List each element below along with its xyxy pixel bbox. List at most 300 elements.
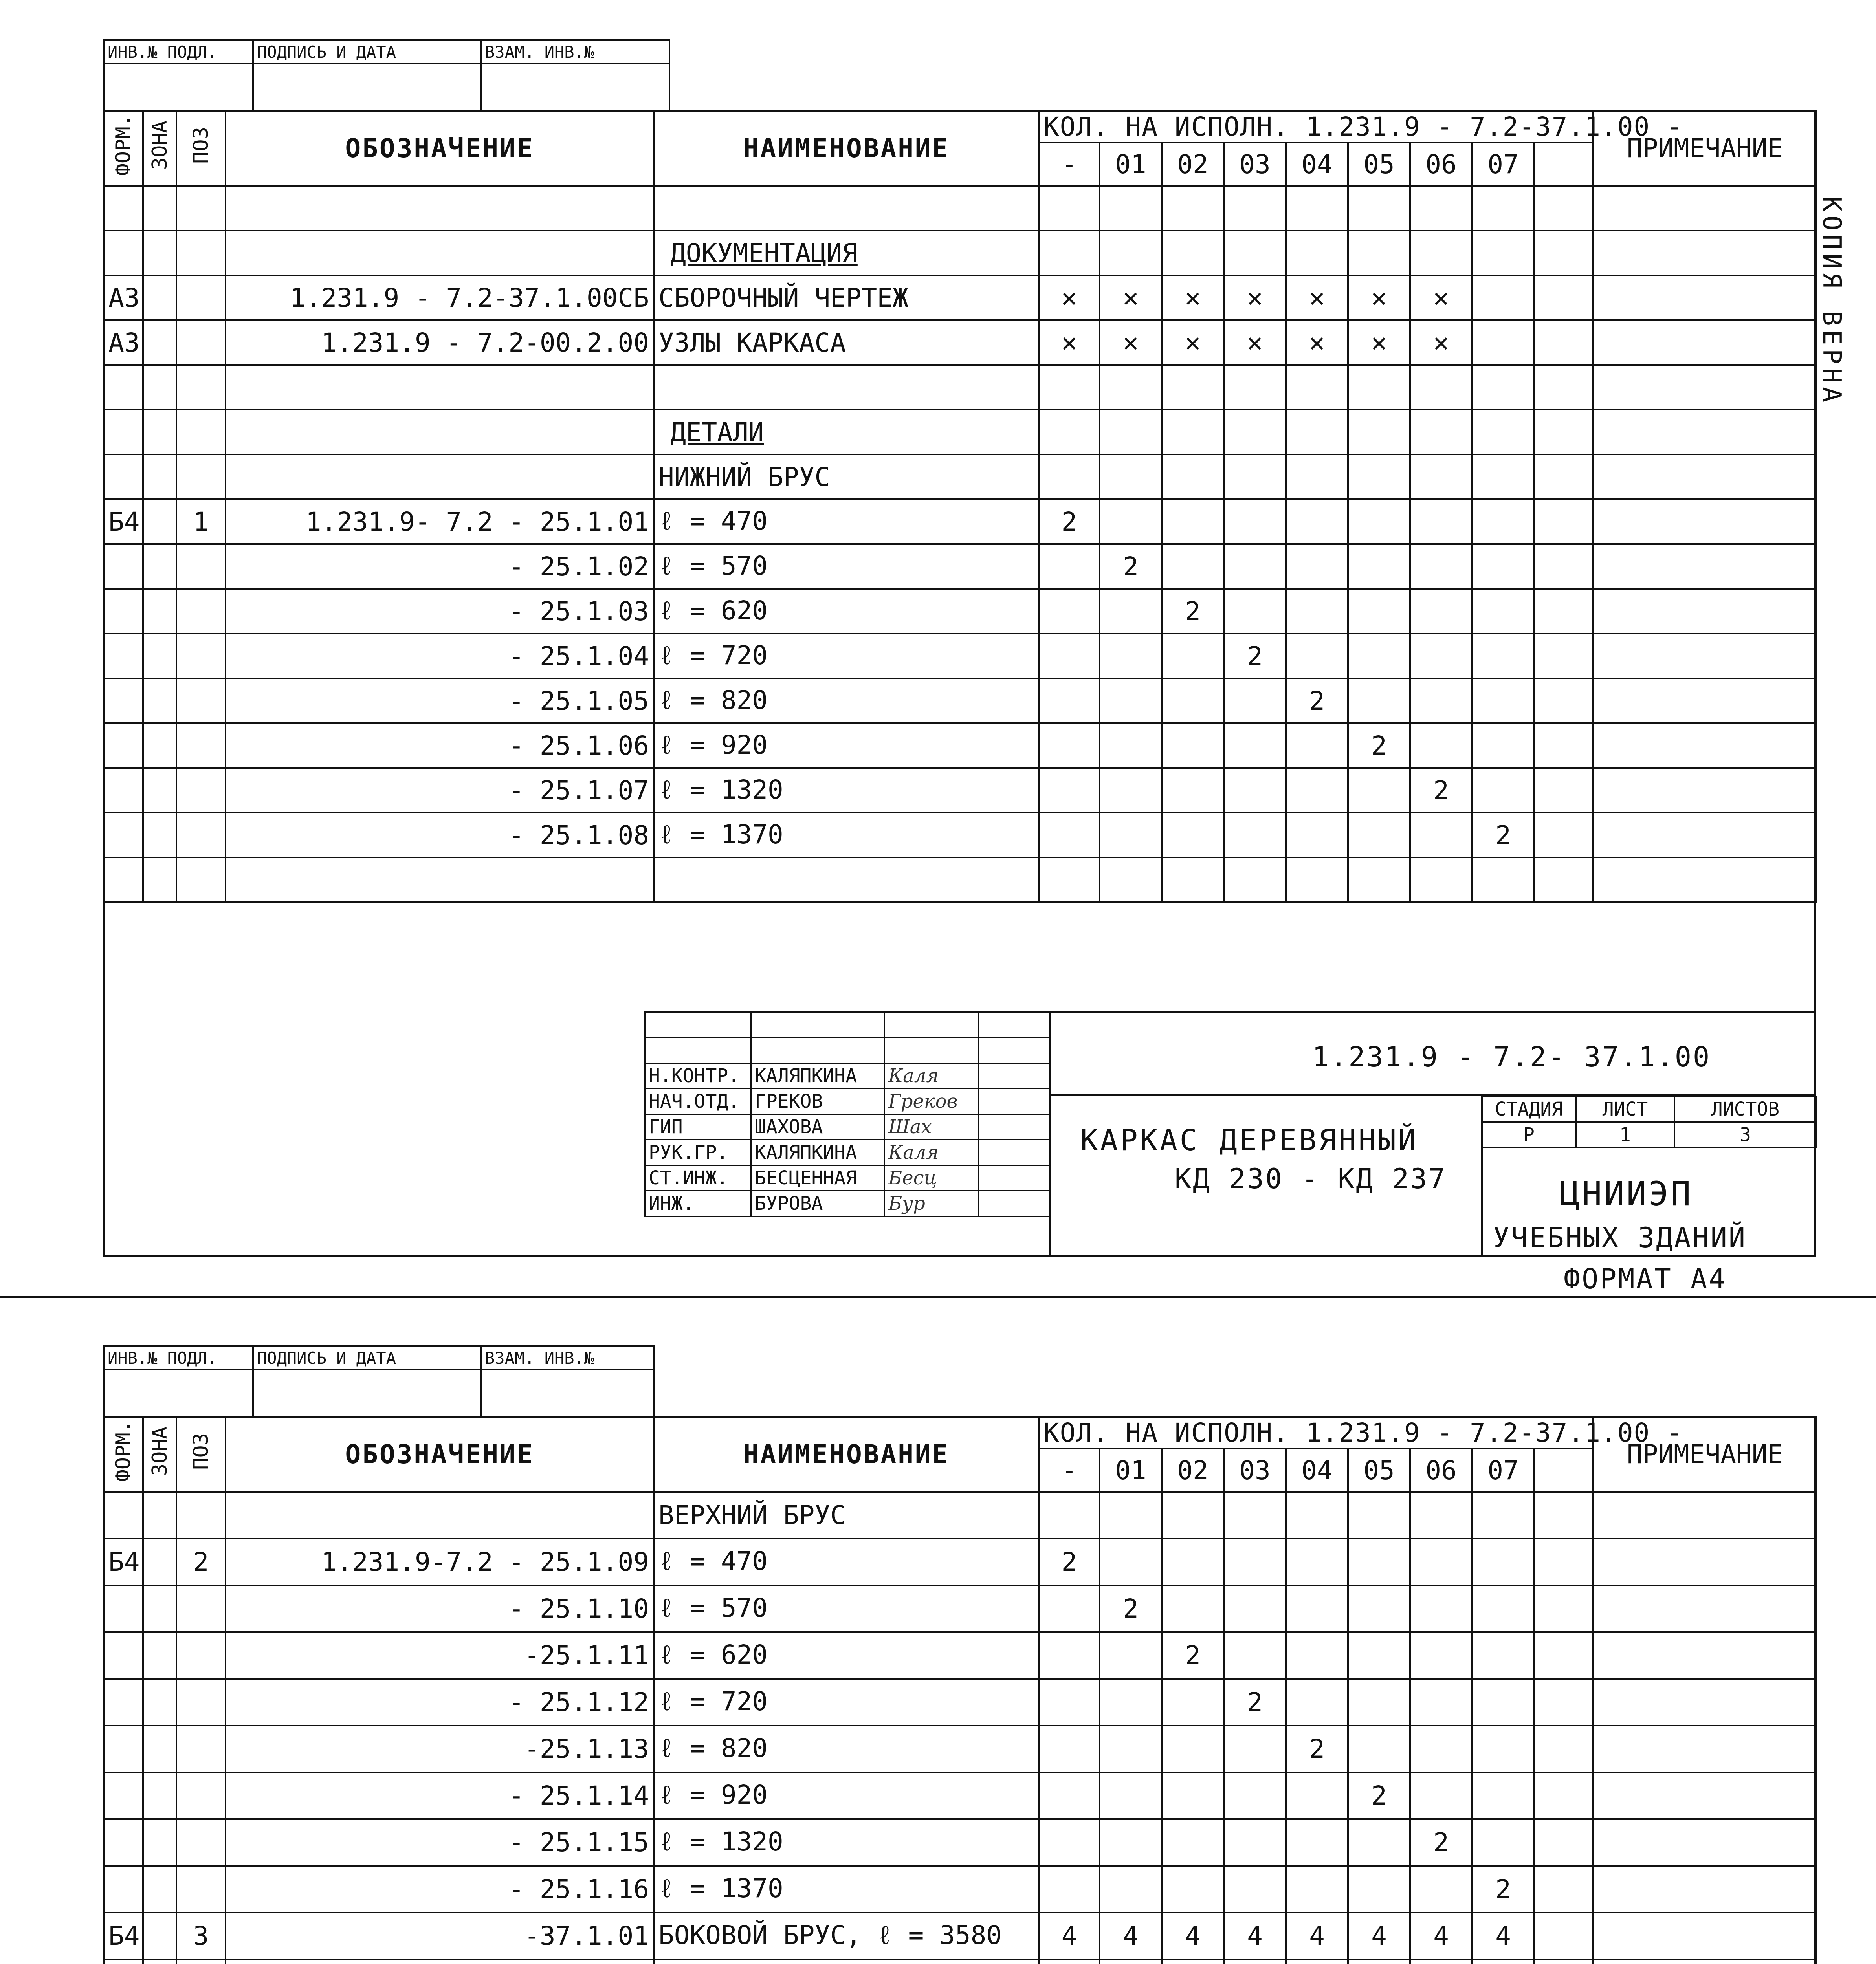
qty-cell bbox=[1224, 857, 1286, 902]
zone-cell bbox=[143, 1679, 176, 1726]
qty-cell: 4 bbox=[1162, 1913, 1224, 1959]
qty-cell bbox=[1348, 857, 1410, 902]
qty-cell bbox=[1224, 813, 1286, 857]
variant-header: 04 bbox=[1286, 1449, 1348, 1492]
signature: Каля bbox=[885, 1140, 979, 1165]
pos-cell bbox=[176, 320, 226, 365]
qty-cell bbox=[1039, 1632, 1100, 1679]
qty-cell bbox=[1348, 499, 1410, 544]
pos-cell bbox=[176, 186, 226, 231]
qty-cell bbox=[1224, 1959, 1286, 1964]
format-cell: Б4 bbox=[104, 1913, 143, 1959]
table-row bbox=[104, 454, 1817, 499]
cross-mark-icon: ✕ bbox=[1100, 320, 1162, 365]
qty-cell bbox=[1100, 410, 1162, 454]
qty-cell bbox=[1162, 723, 1224, 768]
qty-cell bbox=[1348, 231, 1410, 275]
table-row bbox=[104, 1632, 1817, 1679]
table-row bbox=[104, 1959, 1817, 1964]
designation-cell: - 25.1.05 bbox=[226, 678, 654, 723]
qty-cell: 2 bbox=[1162, 589, 1224, 634]
qty-cell: 4 bbox=[1100, 1913, 1162, 1959]
qty-cell: 2 bbox=[1410, 768, 1472, 813]
table-row bbox=[104, 1679, 1817, 1726]
spare-cell bbox=[1534, 1539, 1593, 1585]
format-cell bbox=[104, 1866, 143, 1913]
cross-mark-icon: ✕ bbox=[1348, 320, 1410, 365]
format-cell: А3 bbox=[104, 275, 143, 320]
qty-cell bbox=[1286, 1632, 1348, 1679]
designation-cell: - 25.1.08 bbox=[226, 813, 654, 857]
signature: Каля bbox=[885, 1063, 979, 1089]
note-cell bbox=[1593, 1913, 1817, 1959]
qty-cell bbox=[1286, 723, 1348, 768]
qty-cell bbox=[1410, 454, 1472, 499]
name-cell: ДЕТАЛИ bbox=[654, 410, 1039, 454]
table-row bbox=[104, 275, 1817, 320]
table-row bbox=[104, 1913, 1817, 1959]
qty-cell bbox=[1348, 1585, 1410, 1632]
signature-row bbox=[645, 1165, 1050, 1191]
qty-cell bbox=[1100, 1492, 1162, 1539]
qty-cell bbox=[1100, 1726, 1162, 1772]
qty-cell: 2 bbox=[1224, 1679, 1286, 1726]
format-cell bbox=[104, 186, 143, 231]
qty-cell bbox=[1348, 634, 1410, 678]
note-cell bbox=[1593, 1632, 1817, 1679]
qty-cell bbox=[1039, 857, 1100, 902]
pos-cell bbox=[176, 589, 226, 634]
qty-cell bbox=[1286, 768, 1348, 813]
signature: Греков bbox=[885, 1089, 979, 1114]
designation-cell bbox=[226, 857, 654, 902]
qty-cell bbox=[1348, 1866, 1410, 1913]
signatory-name: БЕСЦЕННАЯ bbox=[751, 1165, 885, 1191]
qty-cell bbox=[1224, 544, 1286, 589]
qty-cell: 2 bbox=[1162, 1632, 1224, 1679]
designation-cell bbox=[226, 454, 654, 499]
qty-cell bbox=[1472, 768, 1534, 813]
qty-cell bbox=[1472, 410, 1534, 454]
qty-cell bbox=[1286, 1772, 1348, 1819]
qty-cell bbox=[1224, 365, 1286, 410]
pos-cell bbox=[176, 768, 226, 813]
qty-cell bbox=[1039, 365, 1100, 410]
col-name-header: НАИМЕНОВАНИЕ bbox=[654, 1417, 1039, 1492]
qty-cell bbox=[1286, 365, 1348, 410]
zone-cell bbox=[143, 186, 176, 231]
col-designation-header: ОБОЗНАЧЕНИЕ bbox=[226, 111, 654, 186]
spare-cell bbox=[1534, 544, 1593, 589]
signature-block bbox=[644, 1011, 1050, 1217]
pos-cell bbox=[176, 857, 226, 902]
qty-cell: 2 bbox=[1100, 544, 1162, 589]
qty-cell bbox=[1162, 1492, 1224, 1539]
name-cell: ℓ = 470 bbox=[654, 1539, 1039, 1585]
qty-cell bbox=[1410, 231, 1472, 275]
qty-cell bbox=[1224, 723, 1286, 768]
spare-cell bbox=[1534, 589, 1593, 634]
qty-cell bbox=[1286, 813, 1348, 857]
designation-cell: 1.231.9 - 7.2-00.2.00 bbox=[226, 320, 654, 365]
spare-cell bbox=[1534, 1819, 1593, 1866]
qty-cell bbox=[1162, 231, 1224, 275]
table-row bbox=[104, 231, 1817, 275]
designation-cell bbox=[226, 186, 654, 231]
qty-cell bbox=[1472, 1959, 1534, 1964]
note-cell bbox=[1593, 678, 1817, 723]
note-cell bbox=[1593, 186, 1817, 231]
designation-cell: - 25.1.16 bbox=[226, 1866, 654, 1913]
note-cell bbox=[1593, 365, 1817, 410]
qty-cell: 4 bbox=[1039, 1913, 1100, 1959]
pos-cell bbox=[176, 678, 226, 723]
variant-header: 02 bbox=[1162, 1449, 1224, 1492]
signatory-role: СТ.ИНЖ. bbox=[645, 1165, 751, 1191]
format-cell bbox=[104, 813, 143, 857]
designation-cell: - 25.1.15 bbox=[226, 1819, 654, 1866]
name-cell: ℓ = 720 bbox=[654, 634, 1039, 678]
qty-cell bbox=[1472, 499, 1534, 544]
qty-cell bbox=[1410, 813, 1472, 857]
qty-cell bbox=[1348, 1819, 1410, 1866]
sign-date-label: ПОДПИСЬ И ДАТА bbox=[253, 40, 481, 64]
qty-cell bbox=[1039, 1492, 1100, 1539]
name-cell bbox=[654, 1959, 1039, 1964]
qty-cell bbox=[1039, 678, 1100, 723]
zone-cell bbox=[143, 634, 176, 678]
qty-cell bbox=[1410, 857, 1472, 902]
qty-cell bbox=[1410, 1866, 1472, 1913]
designation-cell: - 25.1.04 bbox=[226, 634, 654, 678]
table-row bbox=[104, 186, 1817, 231]
qty-cell bbox=[1348, 1492, 1410, 1539]
spare-cell bbox=[1534, 1726, 1593, 1772]
stage-label: СТАДИЯ bbox=[1482, 1097, 1576, 1122]
qty-cell bbox=[1100, 1539, 1162, 1585]
qty-cell bbox=[1100, 499, 1162, 544]
note-cell bbox=[1593, 499, 1817, 544]
qty-cell bbox=[1224, 768, 1286, 813]
qty-cell bbox=[1224, 1819, 1286, 1866]
inv-orig-label: ИНВ.№ ПОДЛ. bbox=[104, 40, 253, 64]
note-cell bbox=[1593, 275, 1817, 320]
qty-cell bbox=[1224, 1539, 1286, 1585]
spare-cell bbox=[1534, 1913, 1593, 1959]
qty-cell bbox=[1286, 1866, 1348, 1913]
table-row bbox=[104, 544, 1817, 589]
name-cell: ℓ = 1320 bbox=[654, 1819, 1039, 1866]
zone-cell bbox=[143, 1913, 176, 1959]
qty-cell bbox=[1162, 410, 1224, 454]
designation-cell: -37.1.01 bbox=[226, 1913, 654, 1959]
qty-cell bbox=[1100, 678, 1162, 723]
qty-cell bbox=[1472, 320, 1534, 365]
qty-cell bbox=[1224, 678, 1286, 723]
qty-cell bbox=[1224, 1492, 1286, 1539]
zone-cell bbox=[143, 365, 176, 410]
spare-cell bbox=[1534, 454, 1593, 499]
qty-cell bbox=[1039, 1819, 1100, 1866]
cross-mark-icon: ✕ bbox=[1348, 275, 1410, 320]
variant-header: 07 bbox=[1472, 1449, 1534, 1492]
table-row bbox=[104, 365, 1817, 410]
name-cell: ℓ = 920 bbox=[654, 723, 1039, 768]
format-label: ФОРМАТ А4 bbox=[1564, 1263, 1727, 1295]
qty-cell bbox=[1162, 1866, 1224, 1913]
designation-cell bbox=[226, 365, 654, 410]
qty-cell: 2 bbox=[1472, 813, 1534, 857]
spare-cell bbox=[1534, 1866, 1593, 1913]
approval-stamp: КОПИЯ ВЕРНА bbox=[1817, 196, 1846, 406]
zone-cell bbox=[143, 678, 176, 723]
qty-cell bbox=[1039, 634, 1100, 678]
qty-cell bbox=[1100, 1772, 1162, 1819]
qty-cell bbox=[1039, 1772, 1100, 1819]
qty-cell bbox=[1286, 857, 1348, 902]
variant-header: 02 bbox=[1162, 143, 1224, 186]
variant-header: 06 bbox=[1410, 143, 1472, 186]
name-cell: ℓ = 570 bbox=[654, 1585, 1039, 1632]
qty-cell: 2 bbox=[1224, 634, 1286, 678]
qty-cell bbox=[1472, 857, 1534, 902]
zone-cell bbox=[143, 1492, 176, 1539]
qty-cell bbox=[1348, 1679, 1410, 1726]
drawing-subtitle: КД 230 - КД 237 bbox=[1175, 1163, 1447, 1195]
qty-cell bbox=[1472, 1679, 1534, 1726]
note-cell bbox=[1593, 813, 1817, 857]
qty-cell bbox=[1100, 634, 1162, 678]
cross-mark-icon: ✕ bbox=[1286, 275, 1348, 320]
col-pos-header: ПОЗ bbox=[176, 111, 226, 186]
qty-cell bbox=[1286, 499, 1348, 544]
qty-cell bbox=[1224, 1866, 1286, 1913]
spare-cell bbox=[1534, 723, 1593, 768]
qty-cell bbox=[1100, 589, 1162, 634]
qty-cell bbox=[1100, 1679, 1162, 1726]
note-cell bbox=[1593, 1819, 1817, 1866]
sheets-value: 3 bbox=[1674, 1122, 1817, 1148]
format-cell bbox=[104, 1492, 143, 1539]
signatory-name: ШАХОВА bbox=[751, 1114, 885, 1140]
table-row bbox=[104, 320, 1817, 365]
qty-cell bbox=[1039, 410, 1100, 454]
name-cell: УЗЛЫ КАРКАСА bbox=[654, 320, 1039, 365]
qty-cell bbox=[1224, 1726, 1286, 1772]
qty-cell bbox=[1162, 544, 1224, 589]
qty-cell: 4 bbox=[1348, 1913, 1410, 1959]
qty-cell bbox=[1410, 499, 1472, 544]
col-format-header: ФОРМ. bbox=[104, 1417, 143, 1492]
pos-cell bbox=[176, 454, 226, 499]
qty-title-header: КОЛ. НА ИСПОЛН. 1.231.9 - 7.2-37.1.00 - bbox=[1039, 111, 1593, 143]
zone-cell bbox=[143, 1726, 176, 1772]
qty-cell bbox=[1348, 678, 1410, 723]
qty-cell bbox=[1348, 1959, 1410, 1964]
sheet-value: 1 bbox=[1576, 1122, 1674, 1148]
zone-cell bbox=[143, 723, 176, 768]
col-pos-header: ПОЗ bbox=[176, 1417, 226, 1492]
table-row bbox=[104, 813, 1817, 857]
table-row bbox=[104, 768, 1817, 813]
qty-cell bbox=[1224, 410, 1286, 454]
signature-row bbox=[645, 1063, 1050, 1089]
variant-header: 05 bbox=[1348, 1449, 1410, 1492]
qty-cell bbox=[1100, 723, 1162, 768]
qty-cell bbox=[1039, 768, 1100, 813]
qty-cell: 2 bbox=[1472, 1866, 1534, 1913]
qty-cell bbox=[1472, 634, 1534, 678]
qty-cell bbox=[1039, 1866, 1100, 1913]
table-row bbox=[104, 678, 1817, 723]
qty-cell: 4 bbox=[1286, 1913, 1348, 1959]
qty-cell bbox=[1410, 678, 1472, 723]
qty-cell bbox=[1472, 365, 1534, 410]
format-cell bbox=[104, 410, 143, 454]
pos-cell: 2 bbox=[176, 1539, 226, 1585]
qty-cell bbox=[1410, 410, 1472, 454]
note-cell bbox=[1593, 723, 1817, 768]
name-cell: ℓ = 820 bbox=[654, 678, 1039, 723]
signatory-role: ГИП bbox=[645, 1114, 751, 1140]
table-row bbox=[104, 1726, 1817, 1772]
format-cell bbox=[104, 723, 143, 768]
spare-cell bbox=[1534, 857, 1593, 902]
qty-cell bbox=[1348, 544, 1410, 589]
qty-cell bbox=[1286, 454, 1348, 499]
format-cell bbox=[104, 768, 143, 813]
sheet-2 bbox=[0, 1296, 1876, 1964]
name-cell: ℓ = 1320 bbox=[654, 768, 1039, 813]
signatory-name: ГРЕКОВ bbox=[751, 1089, 885, 1114]
qty-cell bbox=[1224, 186, 1286, 231]
variant-header: 03 bbox=[1224, 143, 1286, 186]
designation-cell: - 25.1.14 bbox=[226, 1772, 654, 1819]
qty-cell: 4 bbox=[1224, 1913, 1286, 1959]
qty-cell bbox=[1224, 499, 1286, 544]
table-row bbox=[104, 499, 1817, 544]
zone-cell bbox=[143, 589, 176, 634]
name-cell: ВЕРХНИЙ БРУС bbox=[654, 1492, 1039, 1539]
designation-cell: 1.231.9 - 7.2-37.1.00СБ bbox=[226, 275, 654, 320]
spec-1-body bbox=[104, 186, 1817, 902]
signatory-role: Н.КОНТР. bbox=[645, 1063, 751, 1089]
qty-cell bbox=[1472, 1632, 1534, 1679]
name-cell: БОКОВОЙ БРУС, ℓ = 3580 bbox=[654, 1913, 1039, 1959]
qty-cell bbox=[1348, 1539, 1410, 1585]
qty-cell bbox=[1162, 857, 1224, 902]
zone-cell bbox=[143, 1866, 176, 1913]
pos-cell bbox=[176, 1632, 226, 1679]
qty-cell bbox=[1100, 768, 1162, 813]
qty-cell bbox=[1286, 1585, 1348, 1632]
pos-cell bbox=[176, 365, 226, 410]
format-cell bbox=[104, 589, 143, 634]
qty-cell bbox=[1410, 1959, 1472, 1964]
name-cell bbox=[654, 857, 1039, 902]
col-note-header: ПРИМЕЧАНИЕ bbox=[1593, 111, 1817, 186]
pos-cell bbox=[176, 410, 226, 454]
variant-header: 04 bbox=[1286, 143, 1348, 186]
format-cell bbox=[104, 857, 143, 902]
name-cell: СБОРОЧНЫЙ ЧЕРТЕЖ bbox=[654, 275, 1039, 320]
spare-cell bbox=[1534, 1585, 1593, 1632]
qty-cell bbox=[1348, 1632, 1410, 1679]
org-name: ЦНИИЭП bbox=[1560, 1174, 1693, 1213]
name-cell: ℓ = 820 bbox=[654, 1726, 1039, 1772]
variant-header: 05 bbox=[1348, 143, 1410, 186]
designation-cell: - 25.1.12 bbox=[226, 1679, 654, 1726]
format-cell: Б4 bbox=[104, 499, 143, 544]
pos-cell bbox=[176, 544, 226, 589]
spare-cell bbox=[1534, 365, 1593, 410]
qty-cell: 2 bbox=[1286, 678, 1348, 723]
zone-cell bbox=[143, 1772, 176, 1819]
col-zone-header: ЗОНА bbox=[143, 1417, 176, 1492]
designation-cell: 1.231.9-7.2 - 25.1.09 bbox=[226, 1539, 654, 1585]
designation-cell: -25.1.13 bbox=[226, 1726, 654, 1772]
format-cell bbox=[104, 678, 143, 723]
qty-cell bbox=[1162, 634, 1224, 678]
inv-orig-label: ИНВ.№ ПОДЛ. bbox=[104, 1346, 253, 1370]
pos-cell bbox=[176, 1726, 226, 1772]
signature-rows bbox=[645, 1063, 1050, 1217]
qty-cell bbox=[1348, 813, 1410, 857]
pos-cell bbox=[176, 1585, 226, 1632]
format-cell bbox=[104, 365, 143, 410]
spare-cell bbox=[1534, 813, 1593, 857]
qty-cell: 4 bbox=[1472, 1913, 1534, 1959]
pos-cell: 3 bbox=[176, 1913, 226, 1959]
note-cell bbox=[1593, 320, 1817, 365]
qty-cell bbox=[1039, 813, 1100, 857]
qty-cell bbox=[1472, 1585, 1534, 1632]
zone-cell bbox=[143, 1539, 176, 1585]
spare-cell bbox=[1534, 768, 1593, 813]
zone-cell bbox=[143, 857, 176, 902]
qty-cell: 2 bbox=[1348, 1772, 1410, 1819]
top-stamp-strip bbox=[103, 1345, 655, 1418]
qty-cell bbox=[1162, 678, 1224, 723]
qty-cell bbox=[1286, 1819, 1348, 1866]
note-cell bbox=[1593, 634, 1817, 678]
qty-cell: 2 bbox=[1286, 1726, 1348, 1772]
qty-cell bbox=[1224, 1772, 1286, 1819]
zone-cell bbox=[143, 410, 176, 454]
qty-cell bbox=[1410, 544, 1472, 589]
pos-cell bbox=[176, 1772, 226, 1819]
signatory-role: РУК.ГР. bbox=[645, 1140, 751, 1165]
signatory-name: КАЛЯПКИНА bbox=[751, 1140, 885, 1165]
qty-cell bbox=[1472, 1726, 1534, 1772]
doc-code: 1.231.9 - 7.2- 37.1.00 bbox=[1312, 1041, 1711, 1073]
name-cell: ℓ = 570 bbox=[654, 544, 1039, 589]
designation-cell: - 25.1.07 bbox=[226, 768, 654, 813]
qty-cell bbox=[1472, 1539, 1534, 1585]
note-cell bbox=[1593, 857, 1817, 902]
spare-cell bbox=[1534, 1492, 1593, 1539]
spare-cell bbox=[1534, 1959, 1593, 1964]
sign-date-label: ПОДПИСЬ И ДАТА bbox=[253, 1346, 481, 1370]
cross-mark-icon: ✕ bbox=[1162, 275, 1224, 320]
format-cell: А3 bbox=[104, 320, 143, 365]
format-cell bbox=[104, 544, 143, 589]
qty-cell bbox=[1410, 365, 1472, 410]
qty-cell bbox=[1039, 1585, 1100, 1632]
name-cell: ДОКУМЕНТАЦИЯ bbox=[654, 231, 1039, 275]
vzam-inv-label: ВЗАМ. ИНВ.№ bbox=[481, 1346, 654, 1370]
designation-cell bbox=[226, 1959, 654, 1964]
